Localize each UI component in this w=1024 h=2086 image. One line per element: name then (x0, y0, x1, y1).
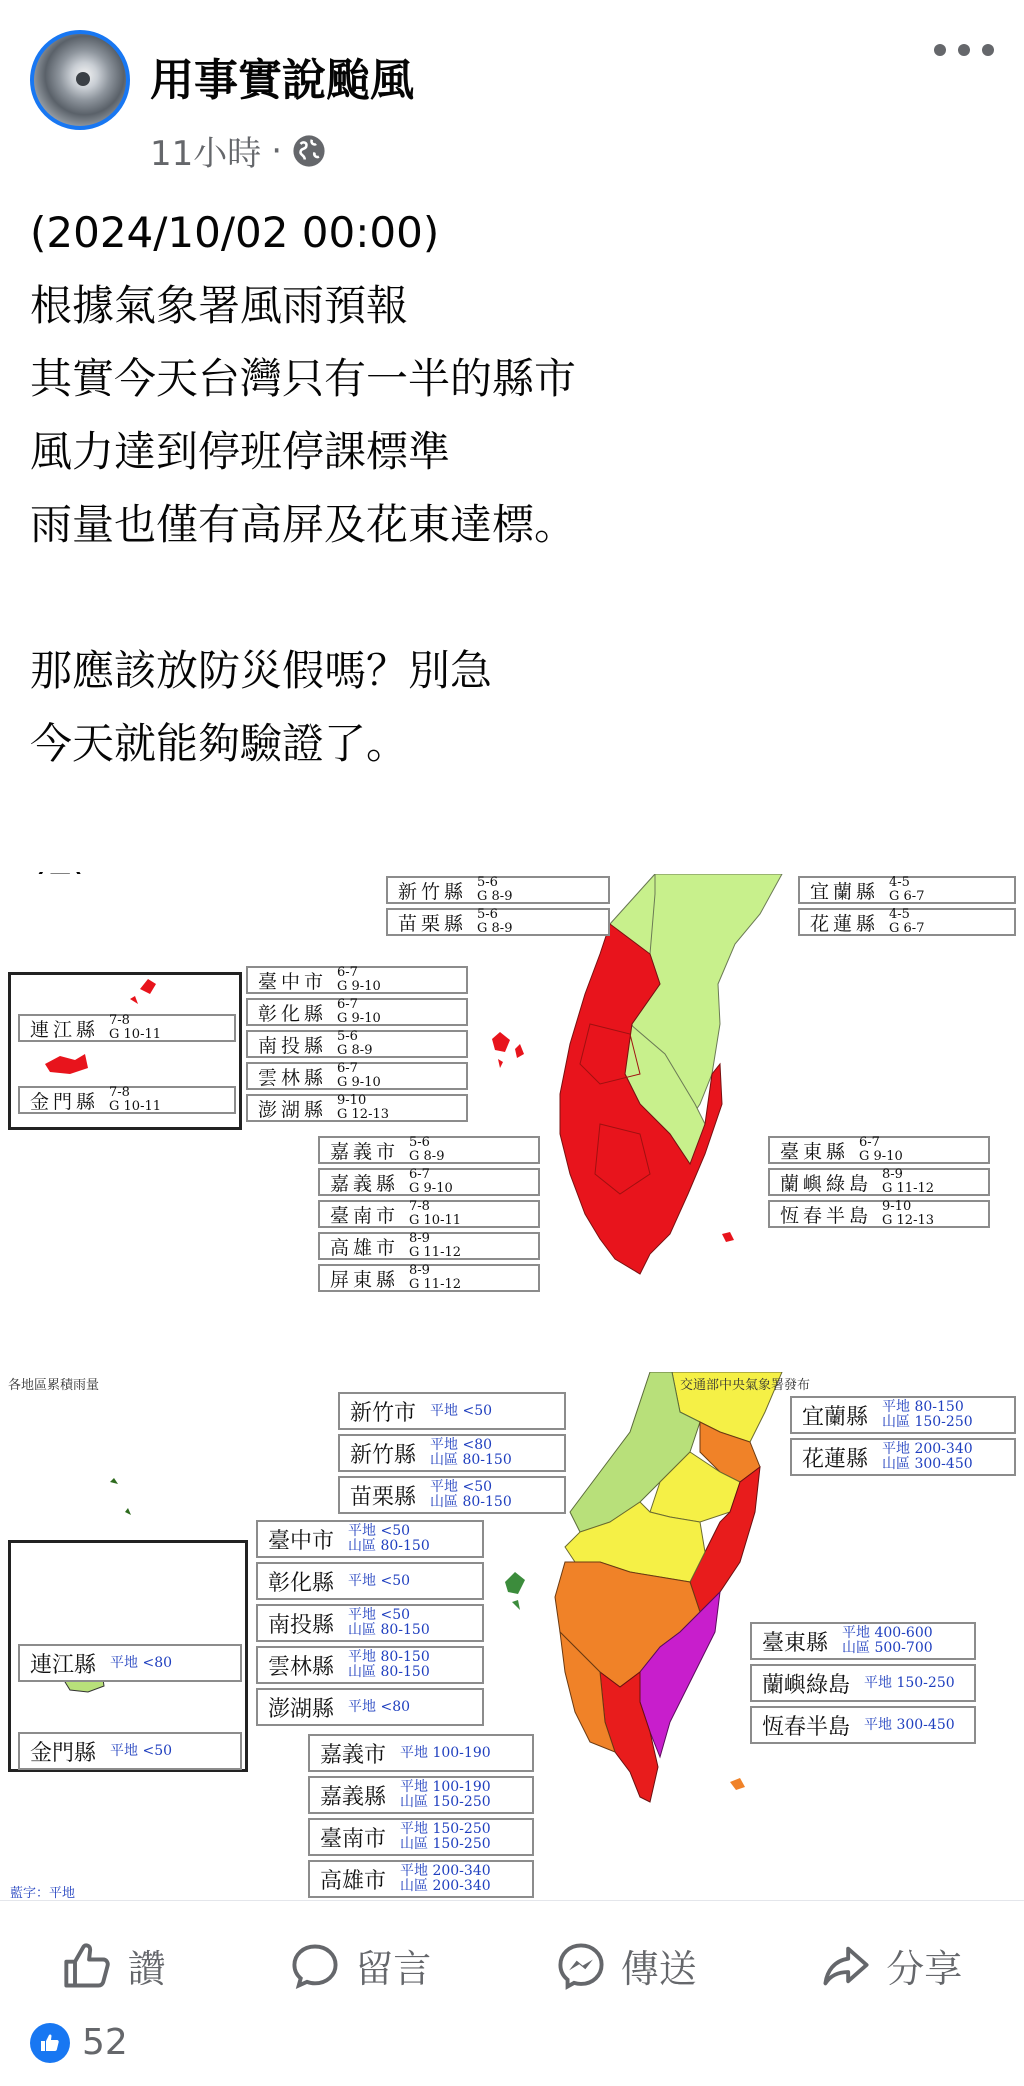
region-name: 臺中市 (268, 1528, 335, 1554)
region-name: 連江縣 (30, 1652, 97, 1678)
region-name: 金門縣 (30, 1090, 100, 1113)
wind-region-label (768, 1200, 990, 1228)
region-name: 嘉義縣 (320, 1784, 387, 1810)
rain-amount (842, 1626, 933, 1656)
thumbs-up-icon (62, 1940, 114, 1992)
wind-level (337, 998, 381, 1026)
rain-region-label (790, 1438, 1016, 1476)
like-label: 讚 (127, 1947, 166, 1991)
wind-level-avg: 4-5 (889, 907, 910, 922)
region-name: 嘉義市 (330, 1140, 400, 1163)
wind-level (109, 1014, 161, 1042)
wind-forecast-map[interactable] (0, 874, 1024, 1304)
rain-mountain: 山區 80-150 (348, 1622, 430, 1638)
region-name: 新竹縣 (398, 880, 468, 903)
wind-level-avg: 9-10 (337, 1093, 367, 1108)
wind-level-avg: 8-9 (409, 1263, 430, 1278)
region-name: 臺東縣 (780, 1140, 850, 1163)
rain-region-label (256, 1688, 484, 1726)
rain-amount (430, 1480, 512, 1510)
rain-plain: 平地 400-600 (842, 1625, 933, 1641)
share-arrow-icon (820, 1940, 872, 1992)
rain-region-label (256, 1604, 484, 1642)
rain-plain: 平地 80-150 (882, 1399, 964, 1415)
wind-level-gust: G 6-7 (889, 889, 925, 904)
wind-level-gust: G 10-11 (109, 1027, 162, 1042)
rain-plain: 平地 100-190 (400, 1779, 491, 1795)
rain-mountain: 山區 300-450 (882, 1456, 973, 1472)
rain-amount (348, 1700, 410, 1715)
region-name: 新竹縣 (350, 1442, 417, 1468)
post-line: 根據氣象署風雨預報 (30, 281, 409, 330)
rain-mountain: 山區 150-250 (400, 1794, 491, 1810)
rain-plain: 平地 300-450 (864, 1716, 955, 1733)
rain-mountain: 山區 200-340 (400, 1878, 491, 1894)
region-name: 彰化縣 (268, 1570, 335, 1596)
rain-region-label (256, 1520, 484, 1558)
rain-region-label (308, 1734, 534, 1772)
post-time[interactable]: 11小時 (150, 134, 262, 174)
share-button[interactable] (820, 1938, 962, 1993)
region-name: 苗栗縣 (350, 1484, 417, 1510)
messenger-icon (555, 1940, 607, 1992)
rain-amount (348, 1524, 430, 1554)
rain-region-label (308, 1860, 534, 1898)
region-name: 苗栗縣 (398, 912, 468, 935)
rain-plain: 平地 100-190 (400, 1744, 491, 1761)
rain-mountain: 山區 80-150 (430, 1494, 512, 1510)
wind-level-gust: G 9-10 (337, 1011, 381, 1026)
wind-region-label (768, 1136, 990, 1164)
rain-mountain: 山區 150-250 (400, 1836, 491, 1852)
rain-region-label (750, 1622, 976, 1660)
wind-level-avg: 7-8 (109, 1013, 130, 1028)
wind-level (337, 1030, 372, 1058)
region-name: 嘉義市 (320, 1742, 387, 1768)
wind-region-label (318, 1232, 540, 1260)
region-name: 澎湖縣 (268, 1696, 335, 1722)
rain-amount (110, 1656, 172, 1671)
rain-forecast-map[interactable] (0, 1372, 1024, 1900)
rain-region-label (338, 1392, 566, 1430)
rain-map-caption-left: 各地區累積雨量 (8, 1378, 100, 1393)
wind-region-label (798, 876, 1016, 904)
rain-amount (864, 1718, 955, 1733)
comment-icon (289, 1940, 341, 1992)
rain-region-label (256, 1562, 484, 1600)
post-line: 雨量也僅有高屏及花東達標。 (30, 500, 577, 549)
rain-plain: 平地 150-250 (864, 1674, 955, 1691)
region-name: 新竹市 (350, 1400, 417, 1426)
wind-level-gust: G 12-13 (337, 1107, 390, 1122)
region-name: 臺南市 (320, 1826, 387, 1852)
region-name: 南投縣 (268, 1612, 335, 1638)
region-name: 宜蘭縣 (810, 880, 880, 903)
region-name: 嘉義縣 (330, 1172, 400, 1195)
post-line: 其實今天台灣只有一半的縣市 (30, 354, 577, 403)
rain-plain: 平地 <80 (110, 1654, 173, 1671)
region-name: 雲林縣 (258, 1066, 328, 1089)
wind-level-avg: 6-7 (859, 1135, 880, 1150)
comment-button[interactable] (289, 1938, 431, 1993)
wind-level-avg: 9-10 (882, 1199, 912, 1214)
rain-amount (882, 1442, 973, 1472)
rain-amount (348, 1650, 430, 1680)
region-name: 南投縣 (258, 1034, 328, 1057)
rain-mountain: 山區 80-150 (348, 1538, 430, 1554)
rain-mountain: 山區 150-250 (882, 1414, 973, 1430)
wind-region-label (246, 1094, 468, 1122)
meta-separator: · (271, 130, 283, 171)
send-button[interactable] (555, 1938, 697, 1993)
wind-level-avg: 6-7 (337, 1061, 358, 1076)
region-name: 連江縣 (30, 1018, 100, 1041)
wind-level-avg: 5-6 (477, 875, 498, 890)
wind-level (889, 908, 924, 936)
rain-map-caption-right: 交通部中央氣象署發布 (680, 1378, 811, 1393)
wind-level-gust: G 11-12 (409, 1277, 462, 1292)
wind-region-label (246, 966, 468, 994)
rain-plain: 平地 200-340 (882, 1441, 973, 1457)
rain-amount (400, 1780, 491, 1810)
wind-level-gust: G 8-9 (337, 1043, 373, 1058)
send-label: 傳送 (620, 1947, 697, 1991)
rain-plain: 平地 <50 (430, 1479, 493, 1495)
post-line: (2024/10/02 00:00) (30, 208, 440, 257)
wind-level-avg: 6-7 (337, 997, 358, 1012)
rain-amount (348, 1574, 410, 1589)
wind-level (109, 1086, 161, 1114)
post-line: 那應該放防災假嗎？別急 (30, 646, 493, 695)
wind-level (337, 1062, 381, 1090)
reaction-count: 52 (82, 2022, 128, 2063)
rain-plain: 平地 <50 (348, 1523, 411, 1539)
wind-region-label (798, 908, 1016, 936)
more-options-icon[interactable] (934, 38, 994, 62)
wind-region-label (18, 1086, 236, 1114)
region-name: 彰化縣 (258, 1002, 328, 1025)
wind-level-avg: 8-9 (882, 1167, 903, 1182)
rain-region-label (18, 1644, 242, 1682)
rain-plain: 平地 150-250 (400, 1821, 491, 1837)
reaction-summary[interactable] (30, 2022, 128, 2063)
like-button[interactable] (62, 1938, 166, 1993)
rain-map-footnote: 藍字：平地 (10, 1886, 76, 1901)
wind-level-gust: G 9-10 (409, 1181, 453, 1196)
rain-plain: 平地 80-150 (348, 1649, 430, 1665)
post-line (30, 561, 990, 634)
wind-level (859, 1136, 903, 1164)
share-label: 分享 (886, 1947, 963, 1991)
rain-amount (348, 1608, 430, 1638)
region-name: 宜蘭縣 (802, 1404, 869, 1430)
wind-level-avg: 5-6 (477, 907, 498, 922)
wind-region-label (246, 1062, 468, 1090)
region-name: 花蓮縣 (802, 1446, 869, 1472)
wind-level-avg: 5-6 (409, 1135, 430, 1150)
rain-amount (430, 1438, 512, 1468)
rain-plain: 平地 <50 (348, 1572, 411, 1589)
avatar[interactable] (30, 30, 130, 130)
region-name: 屏東縣 (330, 1268, 400, 1291)
page-name[interactable]: 用事實說颱風 (150, 55, 414, 106)
rain-plain: 平地 <50 (348, 1607, 411, 1623)
wind-level-avg: 7-8 (409, 1199, 430, 1214)
wind-region-label (386, 908, 610, 936)
wind-level-gust: G 12-13 (882, 1213, 935, 1228)
wind-region-label (246, 1030, 468, 1058)
rain-amount (864, 1676, 955, 1691)
wind-region-label (318, 1200, 540, 1228)
region-name: 臺中市 (258, 970, 328, 993)
wind-level (337, 966, 381, 994)
wind-level (477, 908, 512, 936)
wind-level (337, 1094, 389, 1122)
rain-region-label (308, 1776, 534, 1814)
region-name: 臺南市 (330, 1204, 400, 1227)
rain-region-label (750, 1706, 976, 1744)
wind-level (477, 876, 512, 904)
region-name: 雲林縣 (268, 1654, 335, 1680)
rain-plain: 平地 200-340 (400, 1863, 491, 1879)
wind-level (409, 1264, 461, 1292)
rain-amount (400, 1822, 491, 1852)
rain-amount (430, 1404, 492, 1419)
wind-level (889, 876, 924, 904)
region-name: 蘭嶼綠島 (762, 1672, 851, 1698)
region-name: 蘭嶼綠島 (780, 1172, 873, 1195)
rain-mountain: 山區 80-150 (348, 1664, 430, 1680)
region-name: 花蓮縣 (810, 912, 880, 935)
wind-level-gust: G 9-10 (337, 979, 381, 994)
rain-mountain: 山區 500-700 (842, 1640, 933, 1656)
wind-level-gust: G 8-9 (409, 1149, 445, 1164)
region-name: 臺東縣 (762, 1630, 829, 1656)
wind-region-label (318, 1136, 540, 1164)
post-line: 風力達到停班停課標準 (30, 427, 451, 476)
wind-region-label (18, 1014, 236, 1042)
rain-region-label (256, 1646, 484, 1684)
wind-level-gust: G 9-10 (337, 1075, 381, 1090)
typhoon-eye-icon (76, 72, 90, 86)
region-name: 澎湖縣 (258, 1098, 328, 1121)
wind-level-avg: 5-6 (337, 1029, 358, 1044)
wind-level-avg: 7-8 (109, 1085, 130, 1100)
globe-icon (292, 134, 326, 168)
region-name: 高雄市 (320, 1868, 387, 1894)
wind-region-label (318, 1168, 540, 1196)
post-line (30, 780, 990, 853)
wind-level (882, 1200, 934, 1228)
wind-level (409, 1232, 461, 1260)
post-line: 今天就能夠驗證了。 (30, 719, 409, 768)
rain-mountain: 山區 80-150 (430, 1452, 512, 1468)
wind-level-gust: G 8-9 (477, 889, 513, 904)
rain-plain: 平地 <50 (430, 1402, 493, 1419)
rain-region-label (18, 1732, 242, 1770)
rain-amount (400, 1746, 491, 1761)
post-text (30, 196, 990, 926)
wind-level-gust: G 9-10 (859, 1149, 903, 1164)
rain-plain: 平地 <50 (110, 1742, 173, 1759)
wind-level-avg: 6-7 (409, 1167, 430, 1182)
post-header (0, 0, 1024, 190)
rain-amount (400, 1864, 491, 1894)
rain-plain: 平地 <80 (430, 1437, 493, 1453)
wind-region-label (246, 998, 468, 1026)
action-bar (0, 1900, 1024, 2030)
wind-level-gust: G 11-12 (409, 1245, 462, 1260)
rain-amount (882, 1400, 973, 1430)
rain-region-label (338, 1476, 566, 1514)
wind-level (409, 1136, 444, 1164)
rain-region-label (790, 1396, 1016, 1434)
wind-level-gust: G 8-9 (477, 921, 513, 936)
region-name: 高雄市 (330, 1236, 400, 1259)
region-name: 金門縣 (30, 1740, 97, 1766)
region-name: 恆春半島 (762, 1714, 851, 1740)
like-reaction-icon (30, 2023, 70, 2063)
wind-region-label (318, 1264, 540, 1292)
rain-amount (110, 1744, 172, 1759)
wind-level (882, 1168, 934, 1196)
wind-level-gust: G 10-11 (409, 1213, 462, 1228)
rain-region-label (750, 1664, 976, 1702)
wind-level (409, 1200, 461, 1228)
rain-region-label (338, 1434, 566, 1472)
wind-level-gust: G 10-11 (109, 1099, 162, 1114)
comment-label: 留言 (355, 1947, 432, 1991)
wind-level-avg: 4-5 (889, 875, 910, 890)
wind-level-avg: 6-7 (337, 965, 358, 980)
wind-level-avg: 8-9 (409, 1231, 430, 1246)
region-name: 恆春半島 (780, 1204, 873, 1227)
rain-plain: 平地 <80 (348, 1698, 411, 1715)
wind-region-label (386, 876, 610, 904)
rain-region-label (308, 1818, 534, 1856)
wind-region-label (768, 1168, 990, 1196)
wind-level-gust: G 6-7 (889, 921, 925, 936)
post-meta (150, 126, 326, 175)
wind-level (409, 1168, 453, 1196)
wind-level-gust: G 11-12 (882, 1181, 935, 1196)
